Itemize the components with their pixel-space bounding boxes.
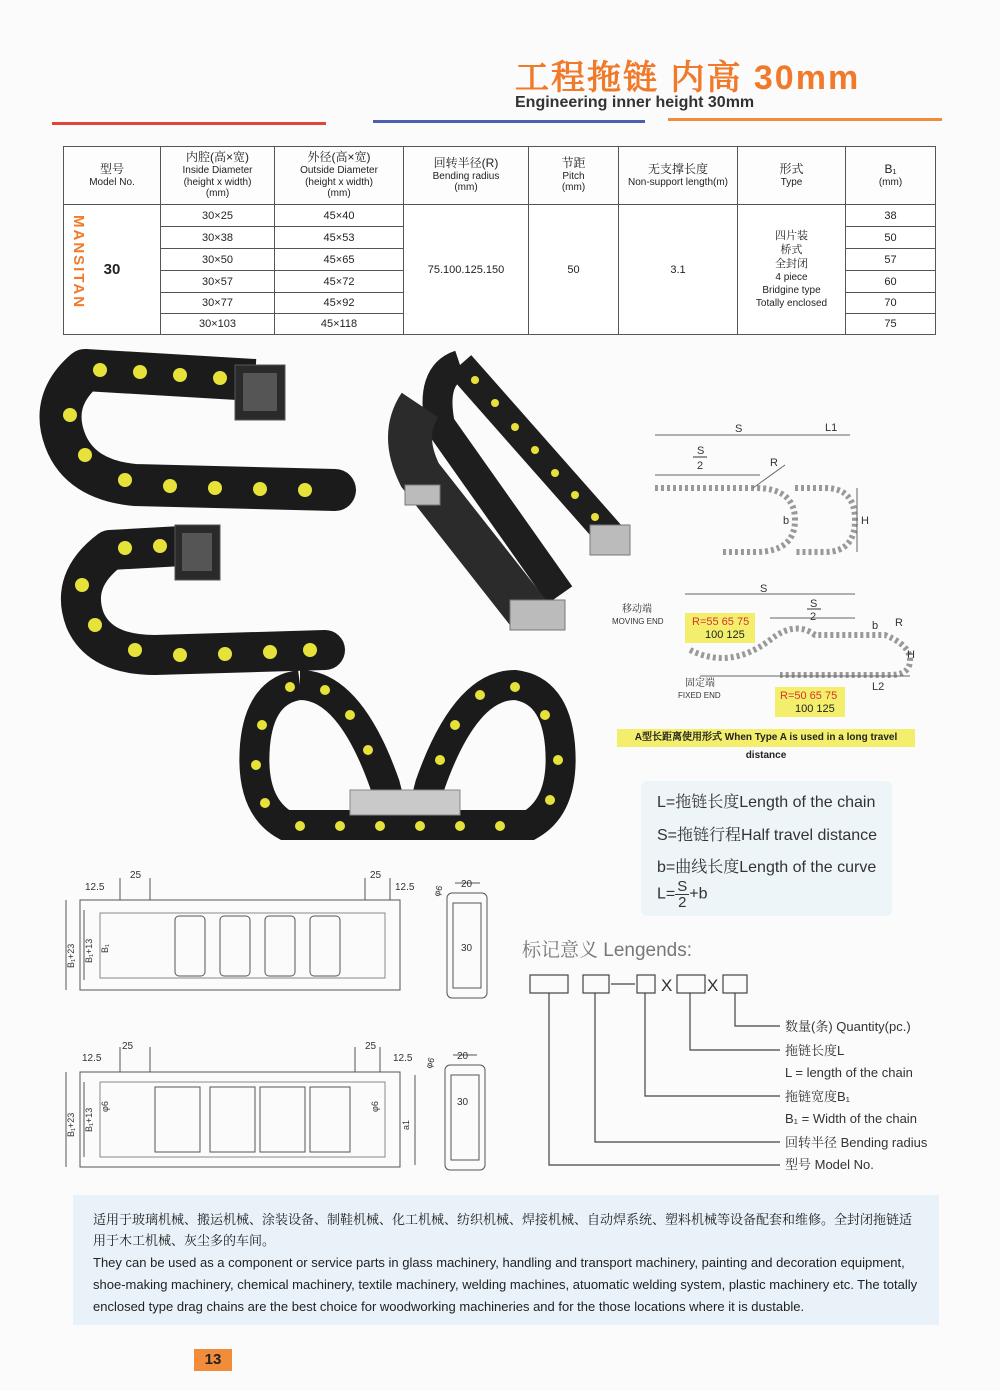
dim-20-side: 20 bbox=[461, 879, 473, 890]
label-h-mid: H bbox=[907, 649, 915, 661]
cell-outside: 45×40 bbox=[275, 205, 404, 227]
dim-b1-23-2: B₁+23 bbox=[66, 1112, 76, 1137]
technical-drawing-side-1 bbox=[425, 873, 500, 1003]
spec-table bbox=[63, 146, 936, 335]
double-loop-chain-photo bbox=[240, 665, 580, 850]
page-title-cn: 工程拖链 内高 30mm bbox=[515, 59, 861, 97]
dim-25-right-2: 25 bbox=[365, 1041, 377, 1052]
dim-12-5-left-2: 12.5 bbox=[82, 1053, 102, 1064]
label-s: S bbox=[735, 423, 743, 435]
r-values-bot-2: 100 125 bbox=[795, 703, 835, 715]
dim-30-side-2: 30 bbox=[457, 1097, 469, 1108]
r-values-top-2: 100 125 bbox=[705, 629, 745, 641]
label-h: H bbox=[861, 515, 869, 527]
legend-formula: L= $\frac{S}{2}$ +b bbox=[657, 878, 708, 911]
legend-width-cn: 拖链宽度B₁ bbox=[785, 1089, 851, 1104]
chain-photo-1 bbox=[45, 340, 345, 505]
label-r-mid: R bbox=[895, 617, 903, 629]
label-s-mid: S bbox=[760, 583, 768, 595]
chain-photo-2 bbox=[60, 510, 330, 670]
dim-b1: B₁ bbox=[100, 943, 110, 953]
cell-inside: 30×25 bbox=[161, 205, 275, 227]
cell-outside: 45×92 bbox=[275, 293, 404, 314]
cell-outside: 45×53 bbox=[275, 227, 404, 249]
cell-support: 3.1 bbox=[619, 205, 738, 335]
brand-label: MANSITAN bbox=[70, 215, 87, 310]
legend-line-s: S=拖链行程Half travel distance bbox=[657, 827, 878, 844]
technical-drawing-2 bbox=[60, 1037, 413, 1177]
application-note-en: They can be used as a component or service parts in glass machinery, handling and transport machinery, painting and decoration equipment, shoe-making machinery, chemical machinery, textile machinery, welding machines, atuomatic welding system, plastic machinery etc. The totally enclosed type drag chains are the best choice for woodworking machineries and for the those locations where it is dustable. bbox=[93, 1255, 918, 1314]
model-number: 30 bbox=[103, 261, 121, 278]
legend-line-l: L=拖链长度Length of the chain bbox=[657, 794, 876, 811]
cell-b1: 38 bbox=[846, 205, 936, 227]
technical-drawing-1 bbox=[60, 868, 415, 1008]
enclosed-chain-photo bbox=[390, 345, 645, 635]
cell-b1: 60 bbox=[846, 271, 936, 293]
cell-outside: 45×65 bbox=[275, 249, 404, 271]
cell-inside: 30×50 bbox=[161, 249, 275, 271]
header-pitch: 节距 Pitch (mm) bbox=[529, 147, 619, 205]
header-b1: B₁ (mm) bbox=[846, 147, 936, 205]
application-note-cn: 适用于玻璃机械、搬运机械、涂装设备、制鞋机械、化工机械、纺织机械、焊接机械、自动焊系统、塑料机械等设备配套和维修。全封闭拖链适用于木工机械、灰尘多的车间。 bbox=[93, 1212, 913, 1248]
typea-caption: A型长距离使用形式 When Type A is used in a long travel distance bbox=[617, 729, 915, 747]
legend-length-en: L = length of the chain bbox=[785, 1065, 913, 1080]
code-x2: X bbox=[707, 976, 719, 995]
fixed-end-en: FIXED END bbox=[678, 691, 721, 700]
dim-12-5-right-2: 12.5 bbox=[393, 1053, 413, 1064]
label-b-mid: b bbox=[872, 620, 879, 632]
cell-inside: 30×103 bbox=[161, 314, 275, 335]
header-model: 型号 Model No. bbox=[64, 147, 161, 205]
label-b: b bbox=[783, 515, 790, 527]
cell-pitch: 50 bbox=[529, 205, 619, 335]
rule-blue bbox=[373, 120, 645, 123]
cell-b1: 75 bbox=[846, 314, 936, 335]
label-s2-num: S bbox=[697, 445, 705, 457]
travel-diagram-typea bbox=[610, 580, 930, 725]
page-number: 13 bbox=[194, 1349, 232, 1371]
technical-drawing-side-2 bbox=[395, 1045, 500, 1175]
model-cell bbox=[64, 205, 161, 335]
rule-red bbox=[52, 122, 326, 125]
cell-b1: 57 bbox=[846, 249, 936, 271]
cell-b1: 70 bbox=[846, 293, 936, 314]
rule-orange bbox=[668, 118, 942, 121]
dim-25-left-2: 25 bbox=[122, 1041, 134, 1052]
page-title-en: Engineering inner height 30mm bbox=[515, 94, 755, 111]
legend-quantity: 数量(条) Quantity(pc.) bbox=[785, 1019, 911, 1034]
fixed-end-cn: 固定端 bbox=[685, 678, 715, 689]
header-support: 无支撑长度 Non-support length(m) bbox=[619, 147, 738, 205]
dim-b1-13-2: B₁+13 bbox=[84, 1107, 94, 1132]
dim-phi6-side-2: φ6 bbox=[423, 1056, 437, 1070]
label-s2-den: 2 bbox=[697, 460, 704, 472]
dim-30-side: 30 bbox=[461, 943, 473, 954]
application-note bbox=[73, 1195, 939, 1325]
table-row bbox=[64, 205, 936, 227]
dim-12-5-right: 12.5 bbox=[395, 882, 415, 893]
legend-line-b: b=曲线长度Length of the curve bbox=[657, 859, 877, 876]
dim-12-5-left: 12.5 bbox=[85, 882, 105, 893]
label-l1: L1 bbox=[825, 422, 838, 434]
code-x1: X bbox=[661, 976, 673, 995]
dim-25-left: 25 bbox=[130, 870, 142, 881]
cell-b1: 50 bbox=[846, 227, 936, 249]
label-l2: L2 bbox=[872, 681, 885, 693]
dim-phi6-2: φ6 bbox=[100, 1101, 110, 1112]
dim-b1-23: B₁+23 bbox=[66, 943, 76, 968]
legend-panel bbox=[641, 781, 892, 916]
label-r: R bbox=[770, 457, 778, 469]
moving-end-en: MOVING END bbox=[612, 617, 664, 626]
header-inside: 内腔(高×宽) Inside Diameter (height x width) (mm) bbox=[161, 147, 275, 205]
header-radius: 回转半径(R) Bending radius (mm) bbox=[404, 147, 529, 205]
legend-model-no: 型号 Model No. bbox=[785, 1157, 874, 1172]
label-s2-mid-num: S bbox=[810, 598, 818, 610]
legends-title: 标记意义 Lengends: bbox=[522, 940, 693, 961]
dim-b1-13: B₁+13 bbox=[84, 938, 94, 963]
cell-outside: 45×118 bbox=[275, 314, 404, 335]
dim-a1: a1 bbox=[401, 1119, 411, 1130]
r-values-bot-1: R=50 65 75 bbox=[780, 690, 838, 702]
header-type: 形式 Type bbox=[738, 147, 846, 205]
cell-inside: 30×38 bbox=[161, 227, 275, 249]
legend-code-diagram bbox=[525, 970, 945, 1180]
label-s2-mid-den: 2 bbox=[810, 611, 817, 623]
cell-inside: 30×57 bbox=[161, 271, 275, 293]
cell-inside: 30×77 bbox=[161, 293, 275, 314]
dim-phi6-3: φ6 bbox=[370, 1101, 380, 1112]
dim-phi6: φ6 bbox=[431, 884, 445, 898]
header-outside: 外径(高×宽) Outside Diameter (height x width) (mm) bbox=[275, 147, 404, 205]
r-values-top-1: R=55 65 75 bbox=[692, 616, 750, 628]
legend-width-en: B₁ = Width of the chain bbox=[785, 1111, 917, 1126]
dim-20-side-2: 20 bbox=[457, 1051, 469, 1062]
legend-bending-radius: 回转半径 Bending radius bbox=[785, 1135, 928, 1150]
moving-end-cn: 移动端 bbox=[622, 604, 652, 615]
dim-25-right: 25 bbox=[370, 870, 382, 881]
cell-type: 四片装 桥式 全封闭 4 piece Bridgine type Totally enclosed bbox=[738, 205, 846, 335]
travel-diagram-top bbox=[645, 420, 875, 570]
cell-outside: 45×72 bbox=[275, 271, 404, 293]
legend-length-cn: 拖链长度L bbox=[785, 1043, 845, 1058]
cell-radius: 75.100.125.150 bbox=[404, 205, 529, 335]
